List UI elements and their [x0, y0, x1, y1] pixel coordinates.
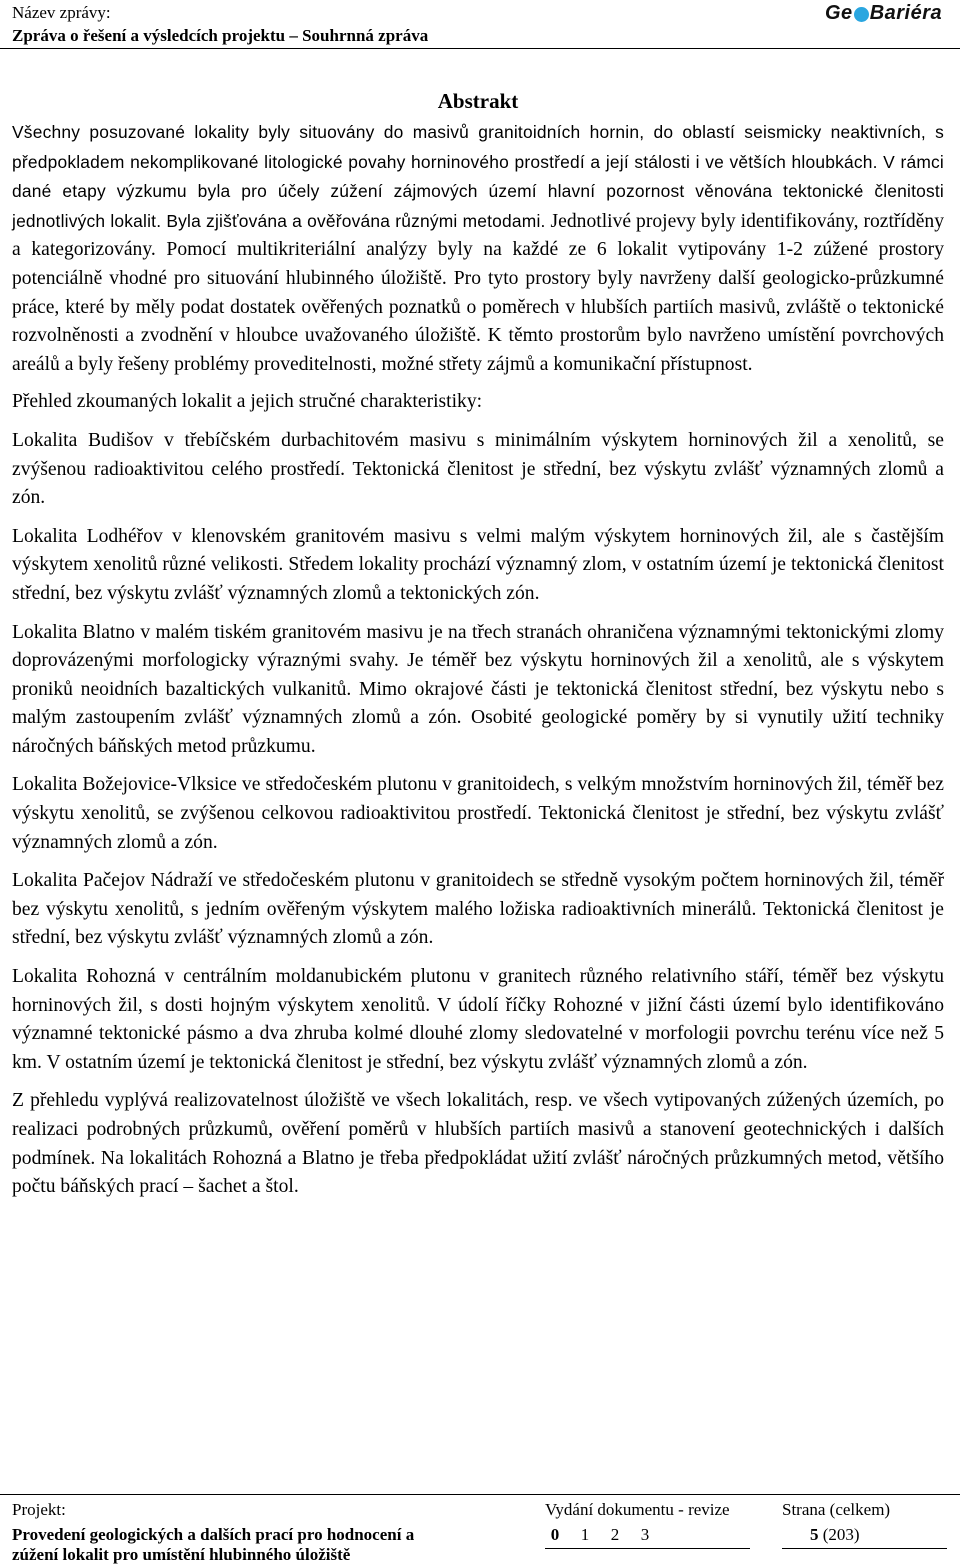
intro-text-b: Jednotlivé projevy byly identifikovány, roztříděny a kategorizovány. Pomocí multikriteriální analýzy byly na každé ze 6 lokalit vytipovány 1-2 zúžené prostory potenciálně vhodné pro situování hlubinného úložiště. — [12, 210, 944, 289]
conclusion-paragraph: Z přehledu vyplývá realizovatelnost úložiště ve všech lokalitách, resp. ve všech vytipovaných zúžených územích, po realizaci podrobných průzkumů, ověření poměrů v hlubších partiích masivů a stanovení geotechnických i dalších podmínek. Na lokalitách Rohozná a Blatno je třeba předpokládat užití zvlášť náročných průzkumných metod, většího počtu báňských prací – šachet a štol. — [12, 1090, 944, 1198]
revision-value: 0 — [550, 1525, 560, 1544]
report-title: Zpráva o řešení a výsledcích projektu – Souhrnná zpráva — [12, 26, 429, 45]
revision-label: Vydání dokumentu - revize — [545, 1500, 730, 1519]
report-name-label: Název zprávy: — [12, 3, 111, 22]
locality-budisov-paragraph: Lokalita Budišov v třebíčském durbachitovém masivu s minimálním výskytem horninových žil a xenolitů, se zvýšenou radioaktivitou celého prostředí. Tektonická členitost je střední, bez výskytu zvlášť významných zlomů a zón. — [12, 429, 944, 509]
revision-divider — [545, 1548, 750, 1549]
abstract-heading: Abstrakt — [437, 89, 519, 113]
project-title-line2: zúžení lokalit pro umístění hlubinného úložiště — [12, 1545, 351, 1564]
page-header — [0, 0, 960, 49]
revision-value: 3 — [640, 1525, 650, 1544]
project-label: Projekt: — [12, 1500, 66, 1519]
abstract-intro-paragraph — [12, 118, 944, 379]
overview-paragraph: Přehled zkoumaných lokalit a jejich stručné charakteristiky: — [12, 391, 483, 413]
intro-text-c: Pro tyto prostory byly navrženy další geologicko-průzkumné práce, které by měly podat dostatek ověřených poznatků o poměrech v hlubších partiích masivů, zvláště o tektonické rozvolněnosti a zvodnění v hloubce uvažovaného úložiště. K těmto prostorům bylo navrženo umístění povrchových areálů a byly řešeny problémy proveditelnosti, možné střety zájmů a komunikační přístupnost. — [12, 267, 944, 375]
locality-pacejov-paragraph: Lokalita Pačejov Nádraží ve středočeském plutonu v granitoidech se středně vysokým počtem horninových žil, téměř bez výskytu xenolitů, s jedním ověřeným výskytem malého ložiska radioaktivních minerálů. Tektonická členitost je střední, bez výskytu zvlášť významných zlomů a zón. — [12, 870, 944, 949]
page-divider — [782, 1548, 947, 1549]
document-body — [12, 88, 944, 1212]
revision-value: 2 — [610, 1525, 620, 1544]
logo-text-right: Bariéra — [869, 2, 943, 24]
intro-text-a: Všechny posuzované lokality byly situovány do masivů granitoidních hornin, do oblastí seismicky neaktivních, s předpokladem nekomplikované litologické povahy horninového prostředí a její stálosti i ve větších hloubkách. V rámci dané etapy výzkumu byla pro účely zúžení zájmových území hlavní pozornost věnována tektonické členitosti jednotlivých lokalit. Byla zjišťována a ověřována různými metodami. — [12, 122, 944, 231]
page-number: 5 — [810, 1525, 819, 1544]
locality-bozejovice-paragraph: Lokalita Božejovice-Vlksice ve středočeském plutonu v granitoidech, s velkým množstvím horninových žil, téměř bez výskytu xenolitů, se zvýšenou celkovou radioaktivitou prostředí. Tektonická členitost je střední, bez výskytu zvlášť významných zlomů a zón. — [12, 774, 944, 853]
page-total: (203) — [822, 1525, 860, 1544]
page-footer — [0, 1494, 960, 1562]
globe-icon — [854, 7, 869, 22]
locality-rohozna-paragraph: Lokalita Rohozná v centrálním moldanubickém plutonu v granitech různého relativního stáří, téměř bez výskytu horninových žil, s dosti hojným výskytem xenolitů. V údolí říčky Rohozné v jižní části území bylo identifikováno významné tektonické pásmo a dva zhruba kolmé dlouhé zlomy sledovatelné v morfologii povrchu terénu více než 5 km. V ostatním území je tektonická členitost je střední, bez výskytu zvlášť významných zlomů a zón. — [12, 966, 944, 1073]
locality-lodherov-paragraph: Lokalita Lodhéřov v klenovském granitovém masivu s velmi malým výskytem horninových žil, ale s častějším výskytem xenolitů různé velikosti. Středem lokality prochází významný zlom, v ostatním území je tektonická členitost střední, bez výskytu zvlášť významných zlomů a tektonických zón. — [12, 525, 944, 604]
locality-blatno-paragraph: Lokalita Blatno v malém tiském granitovém masivu je na třech stranách ohraničena významnými tektonickými zlomy doprovázenými morfologicky výraznými svahy. Je téměř bez výskytu horninových žil a xenolitů, ale s výskytem proniků neoidních bazaltických vulkanitů. Mimo okrajové části je tektonická členitost střední, bez výskytu nebo s malým zastoupením zvlášť významných zlomů a zón. Osobité geologické poměry by si vynutily užití techniky náročných báňských metod průzkumu. — [12, 621, 944, 757]
page-label: Strana (celkem) — [782, 1500, 891, 1519]
project-title-line1: Provedení geologických a dalších prací pro hodnocení a — [12, 1525, 415, 1544]
revision-values — [545, 1525, 750, 1545]
logo-text-left: Ge — [825, 2, 853, 24]
geobariera-logo — [825, 2, 942, 25]
revision-value: 1 — [580, 1525, 590, 1544]
page-indicator — [810, 1525, 860, 1545]
